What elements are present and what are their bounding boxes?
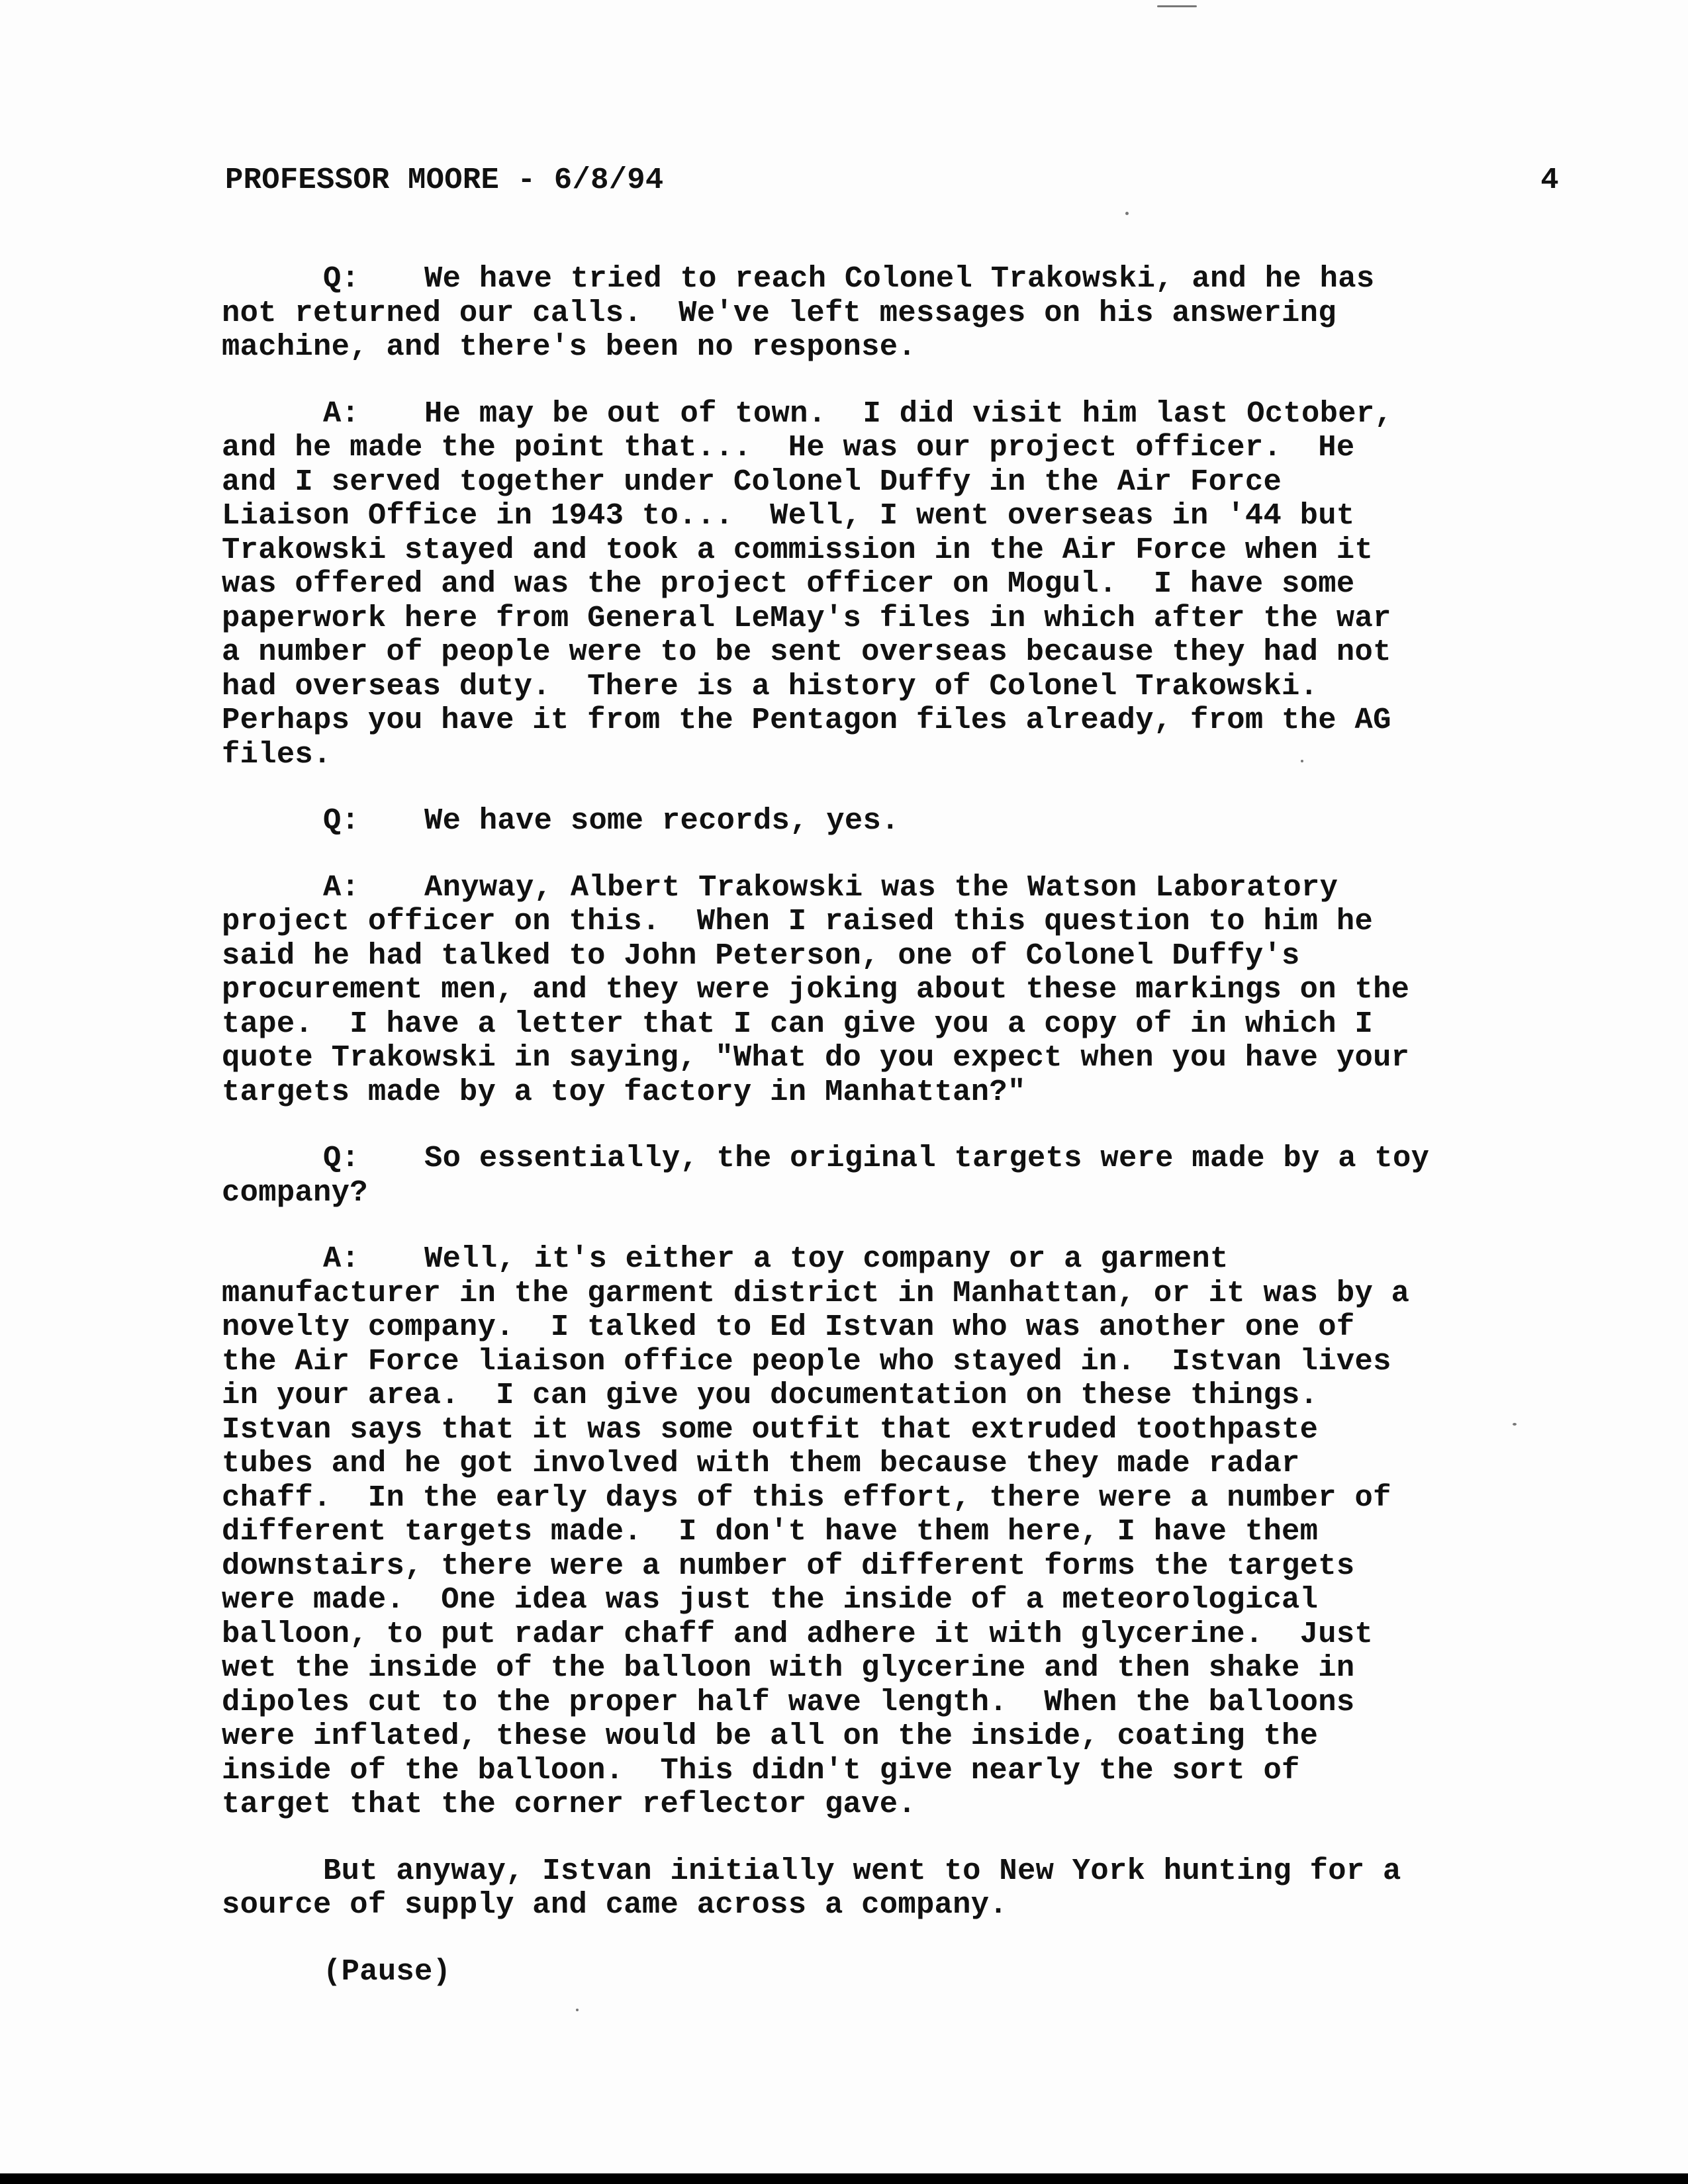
text-line: files. <box>222 737 332 772</box>
text-line: inside of the balloon. This didn't give nearly the sort of <box>222 1752 1300 1788</box>
text-line: balloon, to put radar chaff and adhere it with glycerine. Just <box>222 1616 1374 1651</box>
transcript-paragraph-question <box>222 1142 1572 1210</box>
text-line: So essentially, the original targets were made by a toy <box>424 1141 1430 1175</box>
text-line: source of supply and came across a company. <box>222 1888 1008 1922</box>
text-line: manufacturer in the garment district in Manhattan, or it was by a <box>222 1275 1410 1310</box>
text-line: the Air Force liaison office people who stayed in. Istvan lives <box>222 1343 1391 1379</box>
scan-speck <box>1125 212 1129 215</box>
scan-bottom-edge <box>0 2173 1688 2184</box>
scan-speck <box>1513 1423 1517 1426</box>
paragraph-first-line <box>222 397 1572 432</box>
text-line: Perhaps you have it from the Pentagon files already, from the AG <box>222 703 1391 737</box>
text-line: Istvan says that it was some outfit that extruded toothpaste <box>222 1412 1319 1447</box>
scan-speck <box>1157 5 1197 7</box>
text-line: project officer on this. When I raised this question to him he <box>222 904 1374 938</box>
text-line: dipoles cut to the proper half wave length. When the balloons <box>222 1684 1355 1719</box>
scan-speck <box>1301 760 1303 762</box>
text-line: said he had talked to John Peterson, one of Colonel Duffy's <box>222 938 1300 973</box>
header-title: PROFESSOR MOORE - 6/8/94 <box>225 163 664 197</box>
text-line: We have some records, yes. <box>424 803 900 838</box>
text-line: He may be out of town. I did visit him last October, <box>424 396 1393 431</box>
text-line: had overseas duty. There is a history of Colonel Trakowski. <box>222 668 1319 704</box>
speaker-label: Q: <box>323 803 360 838</box>
text-line: Liaison Office in 1943 to... Well, I went overseas in '44 but <box>222 498 1355 533</box>
text-line: not returned our calls. We've left messages on his answering <box>222 295 1336 330</box>
speaker-label: A: <box>323 396 360 431</box>
paragraph-first-line <box>222 1242 1572 1277</box>
text-line: in your area. I can give you documentation on these things. <box>222 1378 1319 1412</box>
text-line: downstairs, there were a number of different forms the targets <box>222 1548 1355 1583</box>
speaker-label: A: <box>323 1242 360 1276</box>
text-line: different targets made. I don't have them here, I have them <box>222 1514 1319 1549</box>
transcript-paragraph-answer <box>222 871 1572 1110</box>
paragraph-first-line <box>222 804 1572 839</box>
speaker-label: Q: <box>323 1141 360 1175</box>
text-line: machine, and there's been no response. <box>222 330 916 364</box>
text-line: Anyway, Albert Trakowski was the Watson Laboratory <box>424 870 1338 905</box>
text-line: tubes and he got involved with them because they made radar <box>222 1446 1300 1480</box>
text-line: were inflated, these would be all on the inside, coating the <box>222 1719 1319 1753</box>
scan-speck <box>576 2009 579 2011</box>
text-line: procurement men, and they were joking about these markings on the <box>222 972 1410 1007</box>
transcript-body <box>222 262 1572 2021</box>
text-line: chaff. In the early days of this effort, there were a number of <box>222 1480 1391 1515</box>
page-header <box>225 160 1559 200</box>
page-number: 4 <box>1540 163 1559 197</box>
text-line: Trakowski stayed and took a commission in the Air Force when it <box>222 532 1374 567</box>
transcript-paragraph-answer <box>222 1242 1572 1822</box>
text-line: target that the corner reflector gave. <box>222 1787 916 1821</box>
paragraph-first-line <box>222 1142 1572 1176</box>
paragraph-first-line <box>222 262 1572 296</box>
text-line: quote Trakowski in saying, "What do you expect when you have your <box>222 1040 1410 1075</box>
text-line: was offered and was the project officer on Mogul. I have some <box>222 567 1355 601</box>
text-line: But anyway, Istvan initially went to New York hunting for a <box>323 1853 1401 1888</box>
text-line: (Pause) <box>323 1954 451 1989</box>
speaker-label: A: <box>323 870 360 905</box>
text-line: a number of people were to be sent overseas because they had not <box>222 635 1391 669</box>
text-line: paperwork here from General LeMay's files in which after the war <box>222 600 1391 635</box>
text-line: wet the inside of the balloon with glycerine and then shake in <box>222 1651 1355 1685</box>
text-line: and I served together under Colonel Duffy in the Air Force <box>222 464 1282 499</box>
text-line: and he made the point that... He was our project officer. He <box>222 430 1355 465</box>
speaker-label: Q: <box>323 261 360 296</box>
text-line: targets made by a toy factory in Manhattan?" <box>222 1074 1026 1109</box>
paragraph-first-line <box>222 871 1572 905</box>
transcript-paragraph-question <box>222 804 1572 839</box>
text-line: novelty company. I talked to Ed Istvan who was another one of <box>222 1310 1355 1344</box>
transcript-pause-note <box>222 1955 1572 1989</box>
transcript-paragraph-question <box>222 262 1572 365</box>
text-line: were made. One idea was just the inside of a meteorological <box>222 1582 1319 1617</box>
transcript-paragraph-continuation <box>222 1854 1572 1923</box>
transcript-paragraph-answer <box>222 397 1572 772</box>
text-line: Well, it's either a toy company or a garment <box>424 1242 1229 1276</box>
text-line: tape. I have a letter that I can give you a copy of in which I <box>222 1006 1374 1041</box>
text-line: company? <box>222 1175 368 1210</box>
text-line: We have tried to reach Colonel Trakowski, and he has <box>424 261 1375 296</box>
